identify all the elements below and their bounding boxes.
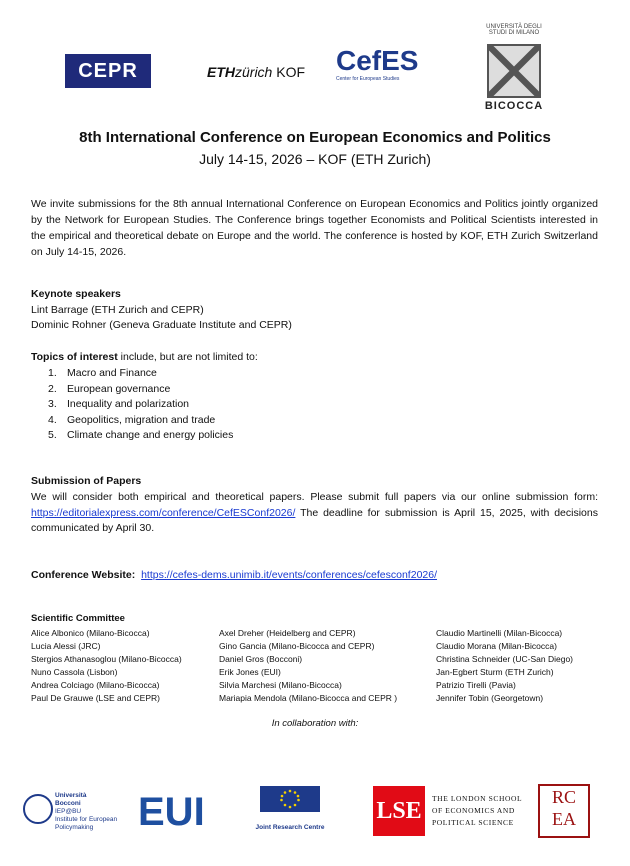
submission-deadline: The deadline for submission is April 15, 2025, with decisions communicated by April 30. [31, 506, 598, 534]
committee-member: Axel Dreher (Heidelberg and CEPR) [219, 628, 356, 638]
topic-label: Macro and Finance [67, 367, 157, 379]
cefes-logo-text: CefES [336, 45, 419, 76]
eth-logo-zurich: zürich [235, 64, 273, 80]
committee-member: Gino Gancia (Milano-Bicocca and CEPR) [219, 641, 375, 651]
list-item: 2. European governance [48, 382, 171, 395]
submission-link[interactable]: https://editorialexpress.com/conference/CefESConf2026/ [31, 506, 296, 519]
submission-paragraph [31, 490, 598, 537]
bocconi-line: Policymaking [55, 824, 94, 831]
lse-name [432, 793, 522, 829]
committee-heading: Scientific Committee [31, 613, 125, 624]
topics-lead: include, but are not limited to: [117, 351, 258, 363]
committee-member: Patrizio Tirelli (Pavia) [436, 680, 516, 690]
eth-logo-text: ETH [207, 64, 235, 80]
lse-line: POLITICAL SCIENCE [432, 818, 514, 827]
page-title: 8th International Conference on European Economics and Politics [79, 129, 551, 146]
website-link[interactable]: https://cefes-dems.unimib.it/events/conferences/cefesconf2026/ [141, 569, 438, 581]
kof-logo-text: KOF [276, 64, 306, 80]
bocconi-line: Institute for European [55, 816, 118, 823]
submission-text: We will consider both empirical and theoretical papers. Please submit full papers via our online submission form: [31, 491, 598, 503]
bocconi-line: Bocconi [55, 800, 81, 807]
topic-label: Climate change and energy policies [67, 429, 234, 441]
committee-member: Christina Schneider (UC-San Diego) [436, 654, 574, 664]
committee-member: Paul De Grauwe (LSE and CEPR) [31, 693, 160, 703]
keynote-list [31, 303, 292, 333]
committee-member: Mariapia Mendola (Milano-Bicocca and CEPR ) [219, 693, 398, 703]
eth-kof-logo [207, 64, 305, 80]
website-label: Conference Website: [31, 569, 136, 581]
bocconi-line: IEP@BU [55, 808, 82, 815]
cefes-logo [336, 47, 426, 87]
list-item: 4. Geopolitics, migration and trade [48, 413, 216, 426]
bocconi-logo-text [55, 792, 117, 832]
committee-member: Jan-Egbert Sturm (ETH Zurich) [436, 667, 554, 677]
committee-member: Erik Jones (EUI) [219, 667, 281, 677]
committee-member: Claudio Martinelli (Milan-Bicocca) [436, 628, 563, 638]
topic-label: Geopolitics, migration and trade [67, 413, 216, 426]
bicocca-arc-text: UNIVERSITÀ DEGLI STUDI DI MILANO [486, 24, 542, 36]
eu-stars-icon [260, 786, 320, 812]
topic-label: European governance [67, 382, 171, 395]
jrc-logo [252, 786, 328, 836]
topic-label: Inequality and polarization [67, 398, 190, 410]
committee-member: Claudio Morana (Milan-Bicocca) [436, 641, 557, 651]
list-item: 5. Climate change and energy policies [48, 429, 234, 441]
list-item: 1. Macro and Finance [48, 367, 157, 379]
keynote-heading: Keynote speakers [31, 288, 121, 300]
topics-intro [31, 351, 258, 363]
eui-logo: EUI [138, 790, 205, 834]
keynote-speaker: Dominic Rohner (Geneva Graduate Institute and CEPR) [31, 319, 292, 331]
page-subtitle: July 14-15, 2026 – KOF (ETH Zurich) [199, 151, 431, 167]
committee-member: Silvia Marchesi (Milano-Bicocca) [219, 680, 342, 690]
rcea-line: RC [551, 787, 576, 807]
topics-heading: Topics of interest [31, 351, 118, 363]
committee-column-3 [436, 627, 573, 705]
lse-logo: LSE [373, 786, 425, 836]
lse-line: OF ECONOMICS AND [432, 806, 515, 815]
committee-member: Andrea Colciago (Milano-Bicocca) [31, 680, 160, 690]
committee-column-2 [219, 627, 397, 705]
bocconi-logo [23, 792, 123, 832]
bicocca-logo [479, 24, 549, 112]
website-line [31, 569, 437, 581]
cefes-logo-sub: Center for European Studies [336, 76, 400, 82]
bocconi-seal-icon [23, 794, 53, 824]
collaboration-label: In collaboration with: [271, 718, 359, 729]
committee-member: Alice Albonico (Milano-Bicocca) [31, 628, 150, 638]
committee-member: Nuno Cassola (Lisbon) [31, 667, 118, 677]
eu-flag-icon [260, 786, 320, 812]
rcea-line: EA [552, 809, 576, 829]
committee-column-1 [31, 627, 182, 705]
lse-line: THE LONDON SCHOOL [432, 794, 523, 803]
cepr-logo: CEPR [65, 54, 151, 88]
list-item: 3. Inequality and polarization [48, 398, 190, 410]
bocconi-line: Università [55, 792, 87, 799]
rcea-logo [538, 784, 590, 838]
committee-member: Stergios Athanasoglou (Milano-Bicocca) [31, 654, 182, 664]
submission-heading: Submission of Papers [31, 475, 142, 487]
bicocca-name: BICOCCA [484, 100, 544, 112]
keynote-speaker: Lint Barrage (ETH Zurich and CEPR) [31, 304, 204, 316]
committee-member: Jennifer Tobin (Georgetown) [436, 693, 544, 703]
committee-member: Daniel Gros (Bocconi) [219, 654, 303, 664]
topics-list [48, 366, 233, 444]
committee-member: Lucia Alessi (JRC) [31, 641, 101, 651]
jrc-name: Joint Research Centre [255, 824, 325, 831]
bicocca-emblem-icon [487, 44, 541, 98]
intro-paragraph: We invite submissions for the 8th annual International Conference on European Economics and Politics jointly organized by the Network for European Studies. The Conference brings together Economists and Political Scientists interested in the empirical and theoretical debate on Europe and the world. The conference is hosted by KOF, ETH Zurich Switzerland on July 14-15, 2026. [31, 198, 598, 258]
